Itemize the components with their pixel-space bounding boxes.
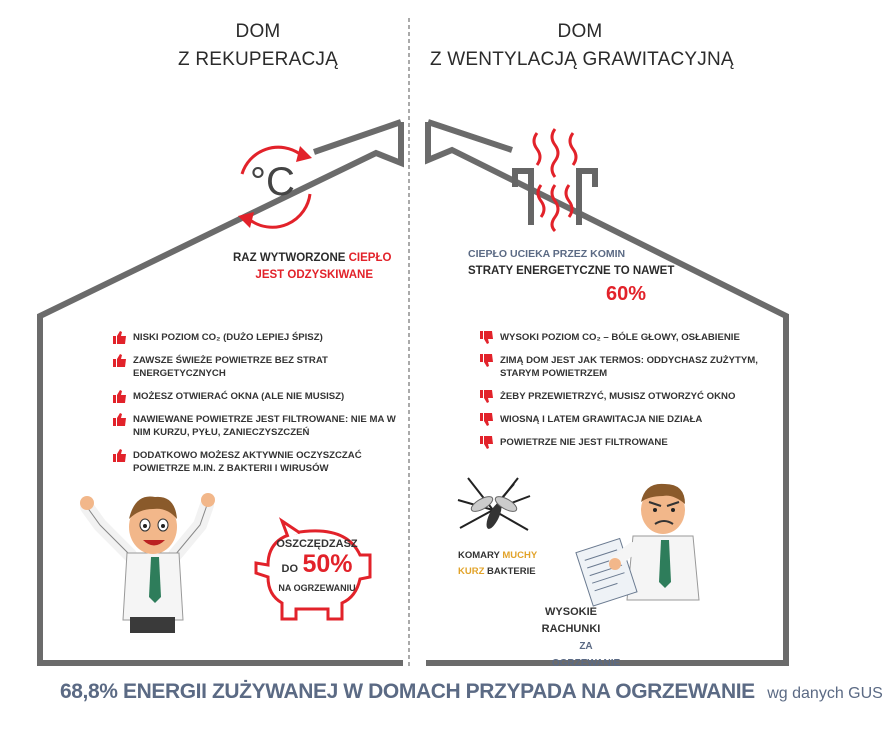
list-item: [113, 354, 403, 380]
bills-line2: ZA OGRZEWANIE: [551, 641, 621, 669]
celsius-text: °C: [250, 160, 295, 204]
left-caption-red2: JEST ODZYSKIWANE: [255, 269, 373, 281]
list-item-text: NISKI POZIOM CO₂ (DUŻO LEPIEJ ŚPISZ): [133, 332, 323, 343]
list-item: [480, 413, 770, 426]
thumbs-down-icon: [480, 413, 494, 426]
piggy-text: [272, 538, 362, 593]
list-item-text: ŻEBY PRZEWIETRZYĆ, MUSISZ OTWORZYĆ OKNO: [500, 391, 736, 402]
right-title-line2: Z WENTYLACJĄ GRAWITACYJNĄ: [430, 49, 734, 70]
chimney-heat-icon: [511, 125, 601, 235]
thumbs-up-icon: [113, 354, 127, 367]
list-item-text: ZAWSZE ŚWIEŻE POWIETRZE BEZ STRAT ENERGETYCZNYCH: [133, 355, 328, 379]
list-item-text: MOŻESZ OTWIERAĆ OKNA (ALE NIE MUSISZ): [133, 391, 345, 402]
right-caption-line1: CIEPŁO UCIEKA PRZEZ KOMIN: [468, 248, 626, 260]
thumbs-up-icon: [113, 331, 127, 344]
list-item-text: POWIETRZE NIE JEST FILTROWANE: [500, 437, 668, 448]
thumbs-down-icon: [480, 436, 494, 449]
happy-man-illustration: [75, 485, 235, 635]
list-item-text: DODATKOWO MOŻESZ AKTYWNIE OCZYSZCZAĆ POWIETRZE M.IN. Z BAKTERII I WIRUSÓW: [133, 450, 362, 474]
piggy-prefix: DO: [281, 563, 298, 575]
list-item: [113, 413, 403, 439]
thumbs-up-icon: [113, 390, 127, 403]
left-title-line2: Z REKUPERACJĄ: [178, 49, 338, 70]
right-drawbacks-list: [480, 331, 770, 459]
left-caption-part1: RAZ WYTWORZONE: [233, 252, 349, 264]
left-caption: [233, 250, 392, 284]
right-title-line1: DOM: [557, 21, 603, 42]
list-item: [480, 390, 770, 403]
list-item: [480, 331, 770, 344]
pest-bakterie: BAKTERIE: [487, 566, 536, 577]
list-item-text: WIOSNĄ I LATEM GRAWITACJA NIE DZIAŁA: [500, 414, 703, 425]
thumbs-down-icon: [480, 331, 494, 344]
pest-komary: KOMARY: [458, 550, 500, 561]
right-house-roof-top: [428, 122, 512, 150]
pests-labels: [458, 548, 537, 580]
list-item: [480, 354, 770, 380]
thumbs-down-icon: [480, 354, 494, 367]
bills-caption: [516, 604, 626, 672]
list-item: [113, 449, 403, 475]
list-item-text: WYSOKI POZIOM CO₂ – BÓLE GŁOWY, OSŁABIENIE: [500, 332, 740, 343]
thumbs-up-icon: [113, 449, 127, 462]
list-item: [113, 331, 403, 344]
right-caption-value: 60%: [606, 283, 647, 305]
list-item: [480, 436, 770, 449]
pest-muchy: MUCHY: [502, 550, 538, 561]
list-item-text: NAWIEWANE POWIETRZE JEST FILTROWANE: NIE MA W NIM KURZU, PYŁU, ZANIECZYSZCZEŃ: [133, 414, 396, 438]
left-benefits-list: [113, 331, 403, 485]
piggy-line1: OSZCZĘDZASZ: [276, 538, 358, 550]
list-item-text: ZIMĄ DOM JEST JAK TERMOS: ODDYCHASZ ZUŻYTYM, STARYM POWIETRZEM: [500, 355, 758, 379]
left-title-line1: DOM: [235, 21, 281, 42]
right-caption-line2: STRATY ENERGETYCZNE TO NAWET: [468, 265, 675, 277]
footer: [60, 680, 883, 704]
bills-line1: WYSOKIE RACHUNKI: [541, 606, 601, 635]
footer-main: 68,8% ENERGII ZUŻYWANEJ W DOMACH PRZYPADA NA OGRZEWANIE: [60, 680, 755, 703]
piggy-line3: NA OGRZEWANIU: [278, 583, 356, 593]
thumbs-up-icon: [113, 413, 127, 426]
thumbs-down-icon: [480, 390, 494, 403]
right-house-title: [430, 18, 734, 74]
list-item: [113, 390, 403, 403]
piggy-value: 50%: [302, 550, 353, 578]
right-caption: [468, 246, 674, 280]
piggy-line2: [272, 550, 362, 583]
footer-source: wg danych GUS: [767, 685, 883, 702]
mosquito-icon: [448, 470, 538, 550]
pest-kurz: KURZ: [458, 566, 485, 577]
angry-man-with-bill-illustration: [575, 478, 725, 608]
left-caption-red1: CIEPŁO: [348, 252, 392, 264]
left-house-title: [168, 18, 348, 74]
